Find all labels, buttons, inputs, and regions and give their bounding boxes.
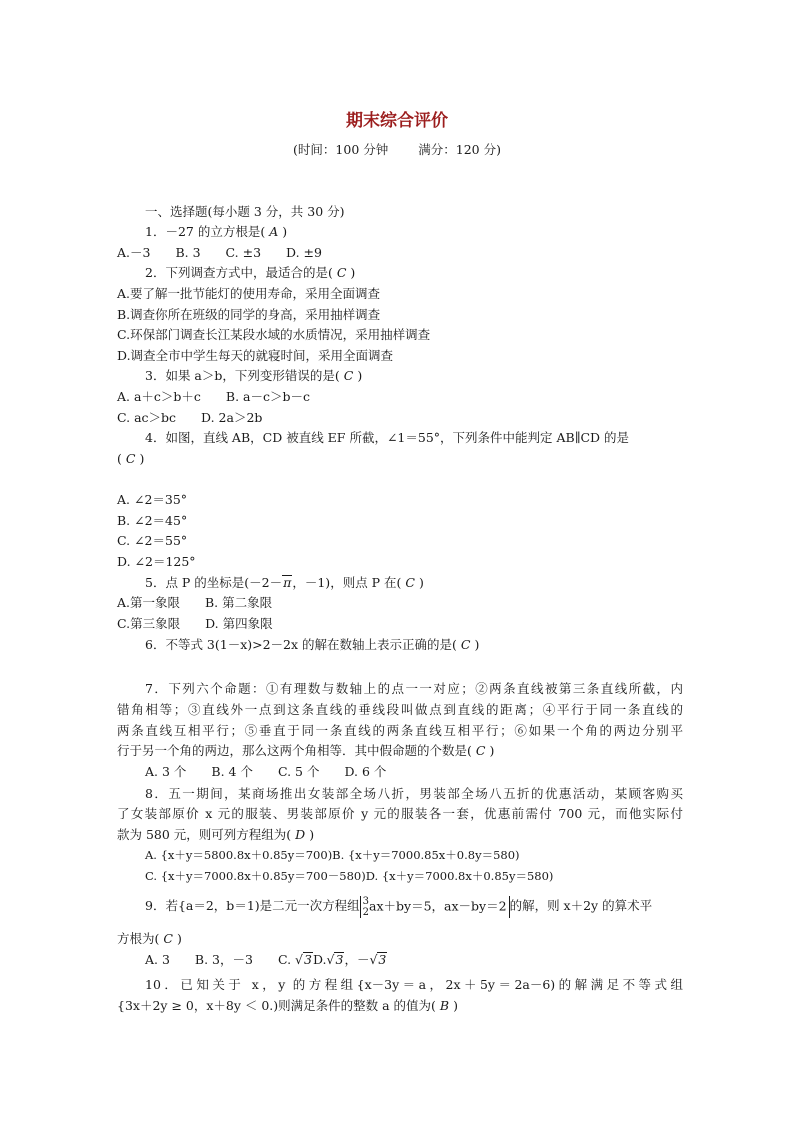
question-7-line-1: 7．下列六个命题：①有理数与数轴上的点一一对应；②两条直线被第三条直线所截，内	[145, 681, 683, 696]
question-3-options-cd: C. ac＞bc D. 2a＞2b	[117, 410, 263, 425]
page-title: 期末综合评价	[346, 111, 448, 131]
question-9-answer-line: 方根为( C )	[117, 931, 182, 946]
question-4: 4．如图，直线 AB，CD 被直线 EF 所截，∠1＝55°，下列条件中能判定 AB∥CD 的是	[145, 430, 630, 445]
exam-score: 满分：120 分)	[418, 142, 501, 157]
question-8-line-2: 了女装部原价 x 元的服装、男装部原价 y 元的服装各一套，优惠前需付 700 元，而他实际付	[117, 806, 683, 821]
answer-3: C	[343, 368, 354, 383]
answer-7: C	[475, 743, 486, 758]
question-7-options: A. 3 个 B. 4 个 C. 5 个 D. 6 个	[145, 764, 387, 779]
answer-8: D	[295, 827, 306, 842]
exam-time: (时间：100 分钟	[293, 142, 389, 157]
question-7-line-4: 行于另一个角的两边，那么这两个角相等．其中假命题的个数是( C )	[117, 743, 495, 758]
answer-1: A	[269, 224, 279, 239]
question-4-option-b: B. ∠2＝45°	[117, 513, 188, 528]
question-7-line-3: 两条直线互相平行；⑤垂直于同一条直线的两条直线互相平行；⑥如果一个角的两边分别平	[117, 723, 683, 738]
question-9: 9．若{a＝2，b＝1)是二元一次方程组 3 2ax＋by＝5，ax－by＝2 的解，则 x＋2y 的算术平	[145, 895, 653, 918]
question-2-option-c: C.环保部门调查长江某段水域的水质情况，采用抽样调查	[117, 327, 431, 342]
answer-10: B	[439, 998, 450, 1013]
question-2-option-a: A.要了解一批节能灯的使用寿命，采用全面调查	[117, 286, 381, 301]
answer-2: C	[336, 265, 347, 280]
question-2-option-b: B.调查你所在班级的同学的身高，采用抽样调查	[117, 307, 381, 322]
sqrt-pi: π	[283, 575, 292, 590]
exam-info	[0, 140, 794, 158]
question-1: 1．－27 的立方根是( A )	[145, 224, 288, 239]
question-8-line-3: 款为 580 元，则可列方程组为( D )	[117, 827, 315, 842]
question-5: 5．点 P 的坐标是(－2－π，－1)，则点 P 在( C )	[145, 575, 424, 590]
question-4-option-d: D. ∠2＝125°	[117, 554, 196, 569]
question-9-options: A. 3 B. 3，－3 C. √3D.√3，－√3	[145, 952, 387, 967]
question-8-options-cd: C. {x＋y＝7000.8x＋0.85y＝700－580)D. {x＋y＝7000.8x＋0.85y＝580)	[145, 869, 554, 883]
question-1-options: A.－3 B. 3 C. ±3 D. ±9	[117, 245, 322, 260]
question-7-line-2: 错角相等；③直线外一点到这条直线的垂线段叫做点到直线的距离；④平行于同一条直线的	[117, 702, 683, 717]
question-10-line-2: {3x＋2y ≥ 0，x＋8y ＜ 0.)则满足条件的整数 a 的值为( B )	[117, 998, 458, 1013]
question-6: 6．不等式 3(1－x)>2－2x 的解在数轴上表示正确的是( C )	[145, 637, 480, 652]
answer-5: C	[405, 575, 415, 590]
question-5-options-cd: C.第三象限 D. 第四象限	[117, 616, 273, 631]
question-4-option-a: A. ∠2＝35°	[117, 492, 188, 507]
answer-6: C	[460, 637, 471, 652]
question-8-line-1: 8．五一期间，某商场推出女装部全场八折，男装部全场八五折的优惠活动，某顾客购买	[145, 786, 683, 801]
fraction-denominator: 2	[362, 906, 370, 918]
question-5-options-ab: A.第一象限 B. 第二象限	[117, 595, 273, 610]
section-heading: 一、选择题(每小题 3 分，共 30 分)	[145, 204, 345, 219]
answer-4: C	[125, 451, 136, 466]
question-2: 2．下列调查方式中，最适合的是( C )	[145, 265, 356, 280]
fraction-numerator: 3	[362, 895, 370, 907]
question-4-option-c: C. ∠2＝55°	[117, 533, 188, 548]
answer-9: C	[163, 931, 173, 946]
question-2-option-d: D.调查全市中学生每天的就寝时间，采用全面调查	[117, 348, 394, 363]
equation-system: 3 2ax＋by＝5，ax－by＝2	[360, 896, 510, 918]
question-3: 3．如果 a＞b，下列变形错误的是( C )	[145, 368, 363, 383]
question-4-answer-line: ( C )	[117, 451, 145, 466]
question-10-line-1: 10．已知关于 x，y 的方程组{x－3y＝a，2x＋5y＝2a－6)的解满足不等式组	[145, 977, 683, 992]
question-8-options-ab: A. {x＋y＝5800.8x＋0.85y＝700)B. {x＋y＝7000.85x＋0.8y＝580)	[145, 848, 520, 862]
question-3-options-ab: A. a＋c＞b＋c B. a－c＞b－c	[117, 389, 311, 404]
